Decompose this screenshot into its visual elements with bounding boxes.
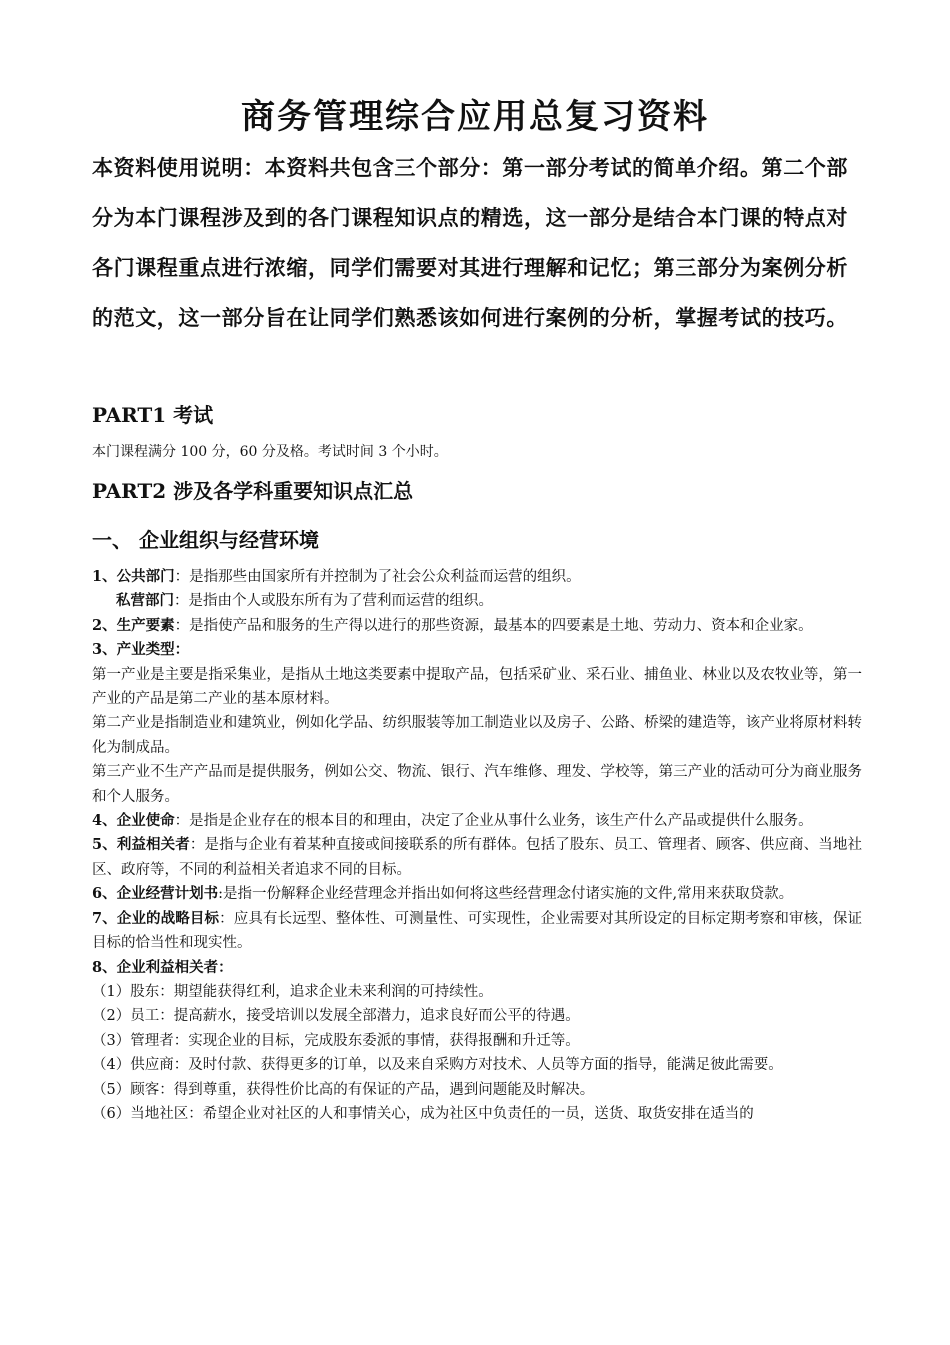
list-item: 4、企业使命：是指是企业存在的根本目的和理由，决定了企业从事什么业务，该生产什么产品或提供什么服务。 bbox=[92, 812, 813, 830]
list-item: （6）当地社区：希望企业对社区的人和事情关心，成为社区中负责任的一员，送货、取货安排在适当的 bbox=[92, 1105, 754, 1122]
list-item: 私营部门：是指由个人或股东所有为了营利而运营的组织。 bbox=[116, 592, 493, 610]
list-item: （5）顾客：得到尊重，获得性价比高的有保证的产品，遇到问题能及时解决。 bbox=[92, 1081, 595, 1098]
part2-heading: PART2 涉及各学科重要知识点汇总 bbox=[92, 479, 414, 503]
list-item: 第二产业是指制造业和建筑业，例如化学品、纺织服装等加工制造业以及房子、公路、桥梁的建造等，该产业将原材料转化为制成品。 bbox=[92, 715, 862, 756]
list-item: 1、公共部门：是指那些由国家所有并控制为了社会公众利益而运营的组织。 bbox=[92, 568, 581, 585]
list-item: （1）股东：期望能获得红利，追求企业未来利润的可持续性。 bbox=[92, 983, 493, 1000]
list-item: 3、产业类型： bbox=[92, 641, 190, 659]
part1-heading: PART1 考试 bbox=[92, 403, 214, 427]
list-item: 7、企业的战略目标：应具有长远型、整体性、可测量性、可实现性，企业需要对其所设定的目标定期考察和审核，保证目标的恰当性和现实性。 bbox=[92, 909, 863, 952]
section-heading: 一、 企业组织与经营环境 bbox=[92, 528, 319, 552]
list-item: （3）管理者：实现企业的目标，完成股东委派的事情，获得报酬和升迁等。 bbox=[92, 1032, 580, 1049]
list-item: 第一产业是主要是指采集业，是指从土地这类要素中提取产品，包括采矿业、采石业、捕鱼业、林业以及农牧业等，第一产业的产品是第二产业的基本原材料。 bbox=[92, 666, 862, 708]
list-item: 6、企业经营计划书:是指一份解释企业经营理念并指出如何将这些经营理念付诸实施的文件,常用来获取贷款。 bbox=[92, 885, 794, 903]
list-item: 2、生产要素：是指使产品和服务的生产得以进行的那些资源，最基本的四要素是土地、劳动力、资本和企业家。 bbox=[92, 616, 813, 634]
knowledge-list bbox=[92, 565, 862, 1126]
intro-paragraph: 本资料使用说明：本资料共包含三个部分：第一部分考试的简单介绍。第二个部分为本门课程涉及到的各门课程知识点的精选，这一部分是结合本门课的特点对各门课程重点进行浓缩，同学们需要对其进行理解和记忆；第三部分为案例分析的范文，这一部分旨在让同学们熟悉该如何进行案例的分析，掌握考试的技巧。 bbox=[92, 155, 848, 330]
list-item: （2）员工：提高薪水，接受培训以发展全部潜力，追求良好而公平的待遇。 bbox=[92, 1008, 580, 1025]
list-item: （4）供应商：及时付款、获得更多的订单，以及来自采购方对技术、人员等方面的指导，能满足彼此需要。 bbox=[92, 1057, 783, 1074]
list-item: 第三产业不生产产品而是提供服务，例如公交、物流、银行、汽车维修、理发、学校等，第三产业的活动可分为商业服务和个人服务。 bbox=[92, 764, 862, 805]
exam-info: 本门课程满分 100 分，60 分及格。考试时间 3 个小时。 bbox=[92, 444, 448, 460]
page-title: 商务管理综合应用总复习资料 bbox=[241, 97, 709, 137]
list-item: 8、企业利益相关者： bbox=[92, 958, 233, 976]
list-item: 5、利益相关者：是指与企业有着某种直接或间接联系的所有群体。包括了股东、员工、管理者、顾客、供应商、当地社区、政府等，不同的利益相关者追求不同的目标。 bbox=[92, 836, 863, 878]
